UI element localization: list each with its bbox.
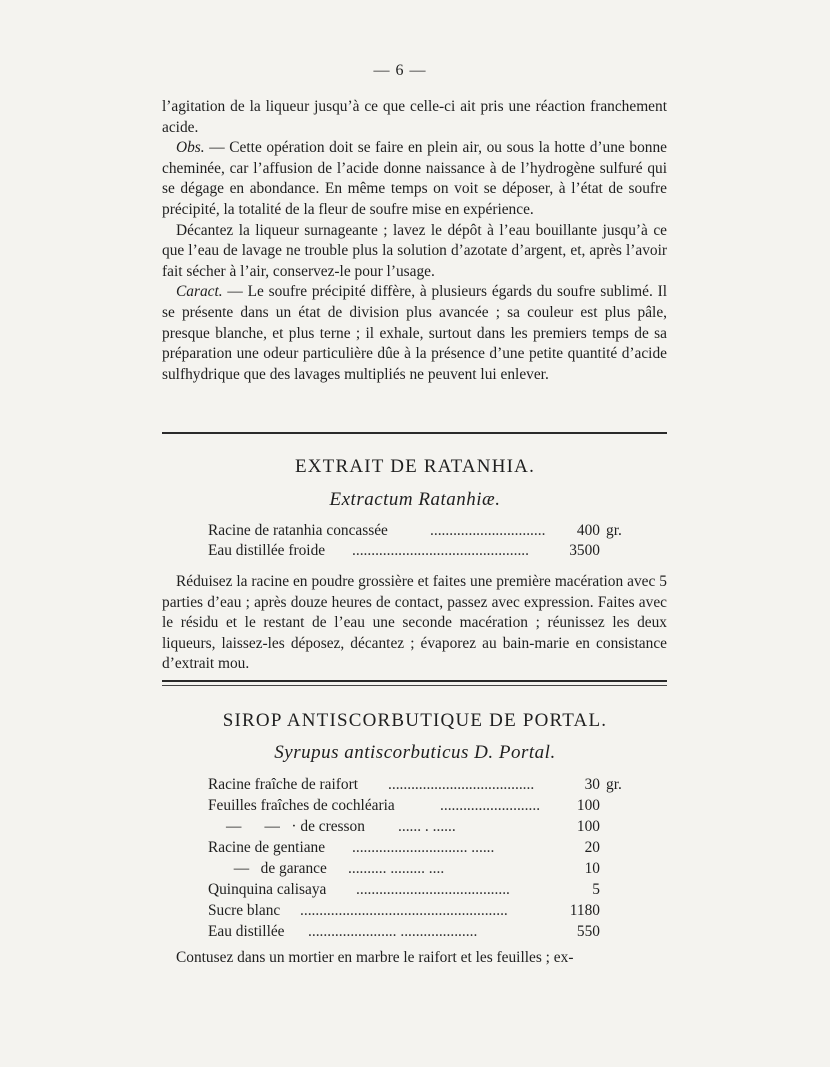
text-block-ratanhia (162, 572, 667, 675)
section-subtitle-sirop: Syrupus antiscorbuticus D. Portal. (274, 742, 556, 763)
ingredient-qty: 20 (584, 839, 600, 856)
caract-label: Caract. (176, 283, 223, 301)
ingredient-name: Eau distillée froide (208, 542, 326, 559)
ingredient-name: Sucre blanc (208, 902, 281, 919)
page-number: — 6 — (373, 62, 427, 79)
paragraph-decantez (162, 221, 667, 283)
ingredient-name: Racine de ratanhia concassée (208, 522, 388, 539)
leader-dots: ....................... .................... (308, 923, 478, 940)
paragraph-text: — Cette opération doit se faire en plein air, ou sous la hotte d’une bonne cheminée, car l’affusion de l’acide donne naissance à de l’hydrogène sulfuré qui se dégage en abondance. En même temps on voit se déposer, à l’état de soufre précipité, la totalité de la fleur de soufre mise en expérience. (162, 139, 667, 218)
recipe-row (208, 881, 628, 901)
ingredient-name: Racine fraîche de raifort (208, 776, 358, 793)
section-title-sirop: SIROP ANTISCORBUTIQUE DE PORTAL. (222, 710, 608, 731)
leader-dots: ...................................................... (300, 902, 508, 919)
ingredient-name: Quinquina calisaya (208, 881, 327, 898)
ingredient-qty: 30 (584, 776, 600, 793)
ingredient-name: Racine de gentiane (208, 839, 326, 856)
section-divider-thin (162, 685, 667, 686)
ingredient-qty: 400 (576, 522, 600, 539)
ingredient-name: Eau distillée (208, 923, 285, 940)
section-subtitle-ratanhia: Extractum Ratanhiæ. (329, 489, 501, 510)
paragraph-obs (162, 138, 667, 220)
recipe-row (208, 818, 628, 838)
ingredient-qty: 1180 (569, 902, 600, 919)
ingredient-qty: 100 (576, 797, 600, 814)
ingredient-qty: 550 (576, 923, 600, 940)
obs-label: Obs. (176, 139, 205, 157)
section-title-ratanhia: EXTRAIT DE RATANHIA. (294, 456, 536, 477)
recipe-row (208, 776, 628, 796)
paragraph-text: l’agitation de la liqueur jusqu’à ce que celle-ci ait pris une réaction franchement acide. (162, 98, 667, 136)
ingredient-unit: gr. (606, 522, 622, 539)
recipe-row (208, 860, 628, 880)
paragraph-text: Décantez la liqueur surnageante ; lavez le dépôt à l’eau bouillante jusqu’à ce que l’eau de lavage ne trouble plus la solution d’azotate d’argent, et, après l’avoir fait sécher à l’air, conservez-le pour l’usage. (162, 221, 667, 280)
recipe-row (208, 839, 628, 859)
paragraph-continuation (162, 97, 667, 138)
paragraph-sirop: Contusez dans un mortier en marbre le raifort et les feuilles ; ex- (176, 949, 574, 966)
recipe-row (208, 542, 628, 562)
recipe-row (208, 923, 628, 943)
leader-dots: ...................................... (388, 776, 535, 793)
ingredient-qty: 3500 (569, 542, 600, 559)
leader-dots: ........................................ (356, 881, 510, 898)
ingredient-qty: 10 (584, 860, 600, 877)
leader-dots: .......... ......... .... (348, 860, 445, 877)
ingredient-qty: 100 (576, 818, 600, 835)
section-divider (162, 680, 667, 682)
text-block-sirop (162, 948, 667, 969)
text-block-top (162, 97, 667, 385)
ingredient-name: — — · de cresson (226, 818, 365, 835)
recipe-row (208, 902, 628, 922)
ingredient-name: — de garance (226, 860, 327, 877)
ingredient-qty: 5 (592, 881, 600, 898)
paragraph-ratanhia: Réduisez la racine en poudre grossière et faites une première macération avec 5 parties d’eau ; après douze heures de contact, passez avec expression. Faites avec le résidu et le restant de l’eau une seconde macération ; réunissez les deux liqueurs, laissez-les déposez, décantez ; évaporez au bain-marie en consistance d’extrait mou. (162, 573, 667, 673)
recipe-row (208, 522, 628, 542)
leader-dots: .............................................. (352, 542, 529, 559)
leader-dots: .............................. ...... (352, 839, 495, 856)
recipe-row (208, 797, 628, 817)
leader-dots: ...... . ...... (398, 818, 456, 835)
paragraph-caract (162, 282, 667, 385)
ingredient-name: Feuilles fraîches de cochléaria (208, 797, 395, 814)
leader-dots: .............................. (430, 522, 546, 539)
leader-dots: .......................... (440, 797, 541, 814)
paragraph-text: — Le soufre précipité diffère, à plusieurs égards du soufre sublimé. Il se présente dans un état de division plus avancée ; sa couleur est plus pâle, presque blanche, et plus terne ; il exhale, surtout dans les premiers temps de sa préparation une odeur particulière dûe à la présence d’une petite quantité d’acide sulfhydrique que des lavages multipliés ne peuvent lui enlever. (162, 283, 667, 383)
section-divider (162, 432, 667, 434)
ingredient-unit: gr. (606, 776, 622, 793)
